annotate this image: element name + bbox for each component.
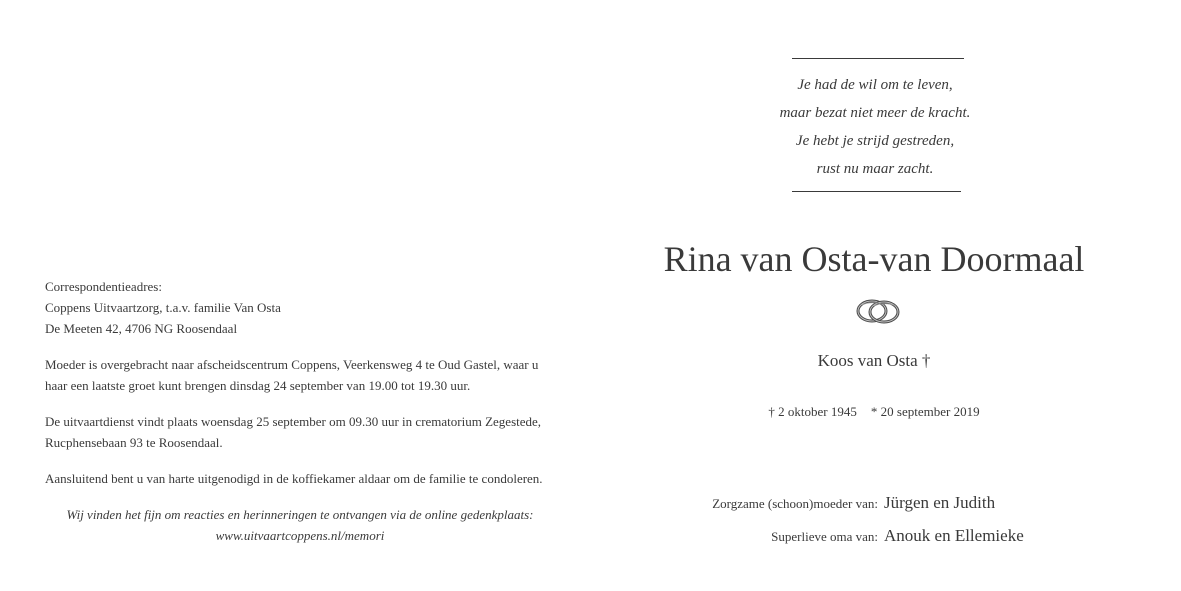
relation-children-label: Zorgzame (schoon)moeder van: — [712, 496, 878, 511]
condolence-line: Aansluitend bent u van harte uitgenodigd in de koffiekamer aldaar om de familie te condoleren. — [45, 471, 543, 486]
service-line-1: De uitvaartdienst vindt plaats woensdag 25 september om 09.30 uur in crematorium Zegestede, — [45, 414, 542, 429]
relation-children-value: Jürgen en Judith — [884, 493, 996, 512]
relation-grandchildren-value: Anouk en Ellemieke — [884, 526, 1024, 545]
correspondence-heading: Correspondentieadres: — [45, 279, 162, 294]
date-second: * 20 september 2019 — [870, 404, 980, 419]
correspondence-address — [45, 276, 575, 339]
service-info — [45, 411, 575, 453]
poem — [700, 71, 1050, 183]
wedding-rings-icon — [854, 296, 902, 326]
online-memorial-url: www.uitvaartcoppens.nl/memori — [215, 528, 385, 543]
correspondence-line-2: De Meeten 42, 4706 NG Roosendaal — [45, 321, 238, 336]
farewell-line-1: Moeder is overgebracht naar afscheidscentrum Coppens, Veerkensweg 4 te Oud Gastel, waar u — [45, 357, 539, 372]
poem-line-1: Je had de wil om te leven, — [797, 77, 953, 93]
poem-line-4: rust nu maar zacht. — [816, 161, 934, 177]
poem-line-2: maar bezat niet meer de kracht. — [779, 105, 971, 121]
online-line-1: Wij vinden het fijn om reacties en herinneringen te ontvangen via de online gedenkplaats: — [66, 507, 534, 522]
spouse-name: Koos van Osta † — [817, 351, 931, 370]
online-memorial-note — [45, 504, 555, 546]
farewell-line-2: haar een laatste groet kunt brengen dinsdag 24 september van 19.00 tot 19.30 uur. — [45, 378, 471, 393]
relation-grandchildren — [600, 524, 1100, 549]
left-panel — [45, 276, 575, 546]
service-line-2: Rucphensebaan 93 te Roosendaal. — [45, 435, 223, 450]
relation-children — [600, 491, 1100, 516]
poem-top-rule — [792, 58, 964, 59]
poem-bottom-rule — [792, 191, 961, 192]
poem-line-3: Je hebt je strijd gestreden, — [795, 133, 955, 149]
farewell-info — [45, 354, 575, 396]
correspondence-line-1: Coppens Uitvaartzorg, t.a.v. familie Van Osta — [45, 300, 281, 315]
life-dates — [720, 401, 1028, 423]
relation-grandchildren-label: Superlieve oma van: — [771, 529, 878, 544]
date-first: † 2 oktober 1945 — [768, 404, 857, 419]
condolence-info — [45, 468, 575, 489]
deceased-name: Rina van Osta-van Doormaal — [663, 239, 1085, 279]
